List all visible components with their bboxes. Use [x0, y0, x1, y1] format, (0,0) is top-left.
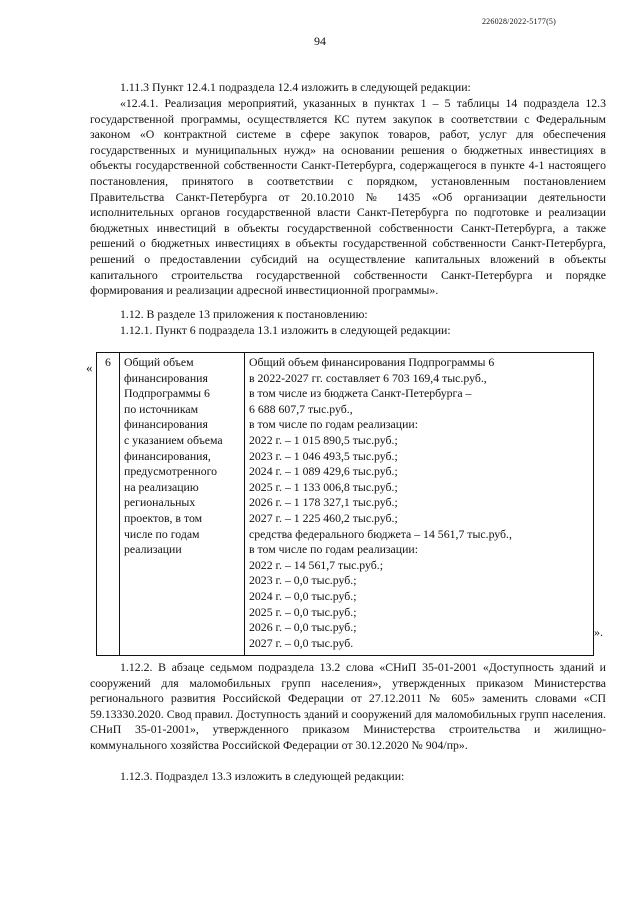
value-line: 2023 г. – 0,0 тыс.руб.; [249, 573, 357, 588]
label-line: на реализацию [124, 479, 199, 494]
document-number: 226028/2022-5177(5) [481, 17, 556, 26]
value-line: 2027 г. – 0,0 тыс.руб. [249, 635, 354, 650]
paragraph-1-12-1: 1.12.1. Пункт 6 подраздела 13.1 изложить в следующей редакции: [120, 323, 451, 337]
value-line: 2024 г. – 0,0 тыс.руб.; [249, 588, 357, 603]
label-line: финансирования [124, 370, 208, 385]
paragraph-12-4-1: «12.4.1. Реализация мероприятий, указанных в пунктах 1 – 5 таблицы 14 подраздела 12.3 государственной программы, осуществляется КС путем закупок в соответствии с Федеральным законом «О контрактной системе в сфере закупок товаров, работ, услуг для обеспечения государственных и муниципальных нужд» на основании решения о бюджетных инвестициях в объекты государственной собственности Санкт-Петербурга, содержащегося в пункте 4-1 настоящего постановления, принятого в соответствии с порядком, установленным постановлением Правительства Санкт-Петербурга от 20.10.2010 № 1435 «Об организации деятельности исполнительных органов государственной власти Санкт-Петербурга по подготовке и реализации бюджетных инвестиций в объекты государственной собственности Санкт-Петербурга, а также решений о бюджетных инвестициях в объекты государственной собственности Санкт-Петербурга, решений о предоставлении субсидий на осуществление капитальных вложений в объекты капитального строительства государственной собственности Санкт-Петербурга и порядке формирования и реализации адресной инвестиционной программы». [90, 96, 606, 298]
value-line: в том числе из бюджета Санкт-Петербурга – [249, 386, 472, 401]
value-line: 2027 г. – 1 225 460,2 тыс.руб.; [249, 510, 398, 525]
table-close-quote: ». [594, 625, 603, 639]
value-line: 2026 г. – 1 178 327,1 тыс.руб.; [249, 495, 398, 510]
value-line: 2024 г. – 1 089 429,6 тыс.руб.; [249, 464, 398, 479]
table-row [97, 353, 594, 656]
label-line: предусмотренного [124, 464, 218, 479]
page-number: 94 [314, 34, 326, 48]
value-line: в 2022-2027 гг. составляет 6 703 169,4 тыс.руб., [249, 370, 487, 385]
label-line: финансирования [124, 417, 208, 432]
value-line: 2022 г. – 1 015 890,5 тыс.руб.; [249, 432, 398, 447]
paragraph-1-12-2: 1.12.2. В абзаце седьмом подраздела 13.2 слова «СНиП 35-01-2001 «Доступность зданий и сооружений для маломобильных групп населения», утвержденных приказом Министерства регионального развития Российской Федерации от 27.12.2011 № 605» заменить словами «СП 59.13330.2020. Свод правил. Доступность зданий и сооружений для маломобильных групп населения. СНиП 35-01-2001», утвержденного приказом Министерства строительства и жилищно-коммунального хозяйства Российской Федерации от 30.12.2020 № 904/пр». [90, 660, 606, 752]
label-line: финансирования, [124, 448, 211, 463]
label-line: реализации [124, 542, 182, 557]
label-line: проектов, в том [124, 510, 203, 525]
value-line: 2025 г. – 1 133 006,8 тыс.руб.; [249, 479, 398, 494]
value-line: 2025 г. – 0,0 тыс.руб.; [249, 604, 357, 619]
label-line: региональных [124, 495, 196, 510]
paragraph-1-11-3: 1.11.3 Пункт 12.4.1 подраздела 12.4 изложить в следующей редакции: [120, 80, 471, 94]
value-line: в том числе по годам реализации: [249, 417, 419, 432]
row-number-cell: 6 [97, 353, 120, 656]
row-value-cell [245, 353, 594, 656]
paragraph-1-12: 1.12. В разделе 13 приложения к постановлению: [120, 307, 368, 321]
table-open-quote: « [86, 360, 93, 375]
label-line: Общий объем [124, 355, 194, 369]
label-line: Подпрограммы 6 [124, 386, 210, 401]
label-line: по источникам [124, 401, 199, 416]
row-label-cell [120, 353, 245, 656]
label-line: числе по годам [124, 526, 200, 541]
value-line: Общий объем финансирования Подпрограммы 6 [249, 355, 495, 369]
paragraph-1-12-3: 1.12.3. Подраздел 13.3 изложить в следующей редакции: [120, 769, 405, 783]
value-line: 2026 г. – 0,0 тыс.руб.; [249, 620, 357, 635]
value-line: средства федерального бюджета – 14 561,7 тыс.руб., [249, 526, 512, 541]
value-line: 2022 г. – 14 561,7 тыс.руб.; [249, 557, 384, 572]
label-line: с указанием объема [124, 432, 223, 447]
value-line: 6 688 607,7 тыс.руб., [249, 401, 353, 416]
value-line: в том числе по годам реализации: [249, 542, 419, 557]
financing-table [96, 352, 594, 656]
value-line: 2023 г. – 1 046 493,5 тыс.руб.; [249, 448, 398, 463]
